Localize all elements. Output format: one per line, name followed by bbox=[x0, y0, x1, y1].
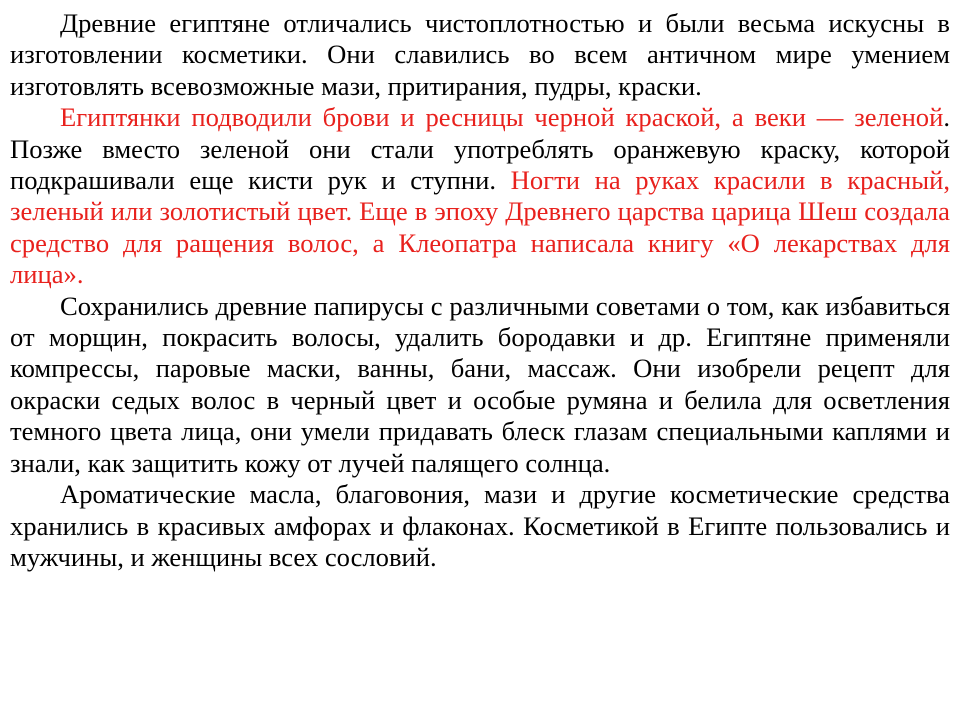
text-segment: Сохранились древние папирусы с различными советами о том, как избавиться от морщин, покрасить волосы, удалить бородавки и др. Египтяне применяли компрессы, паровые маски, ванны, бани, массаж. Они изобрели рецепт для окраски седых волос в черный цвет и особые румяна и белила для осветления темного цвета лица, они умели придавать блеск глазам специальными каплями и знали, как защитить кожу от лучей палящего солнца. bbox=[10, 290, 950, 478]
text-segment: Ароматические масла, благовония, мази и другие косметические средства хранились в красивых амфорах и флаконах. Косметикой в Египте пользовались и мужчины, и женщины всех сословий. bbox=[10, 479, 950, 572]
paragraph-papyri bbox=[10, 291, 950, 479]
paragraph-cosmetics-skill bbox=[10, 8, 950, 102]
text-segment: . Позже вместо зеленой они стали употреблять оранжевую краску, которой подкрашивали еще кисти рук и ступни. bbox=[10, 102, 950, 196]
highlighted-text-segment: Ногти на руках красили в красный, зеленый или золотистый цвет. Еще в эпоху Древнего царства царица Шеш создала средство для ращения волос, а Клеопатра написала книгу «О лекарствах для лица». bbox=[10, 165, 950, 290]
text-segment: Древние египтяне отличались чистоплотностью и были весьма искусны в изготовлении косметики. Они славились во всем античном мире умением изготовлять всевозможные мази, притирания, пудры, краски. bbox=[10, 8, 950, 101]
paragraph-aromatic-oils bbox=[10, 479, 950, 573]
highlighted-text-segment: Египтянки подводили брови и ресницы черной краской, а веки — зеленой bbox=[60, 102, 944, 133]
paragraph-makeup bbox=[10, 102, 950, 290]
text-body bbox=[10, 8, 950, 573]
